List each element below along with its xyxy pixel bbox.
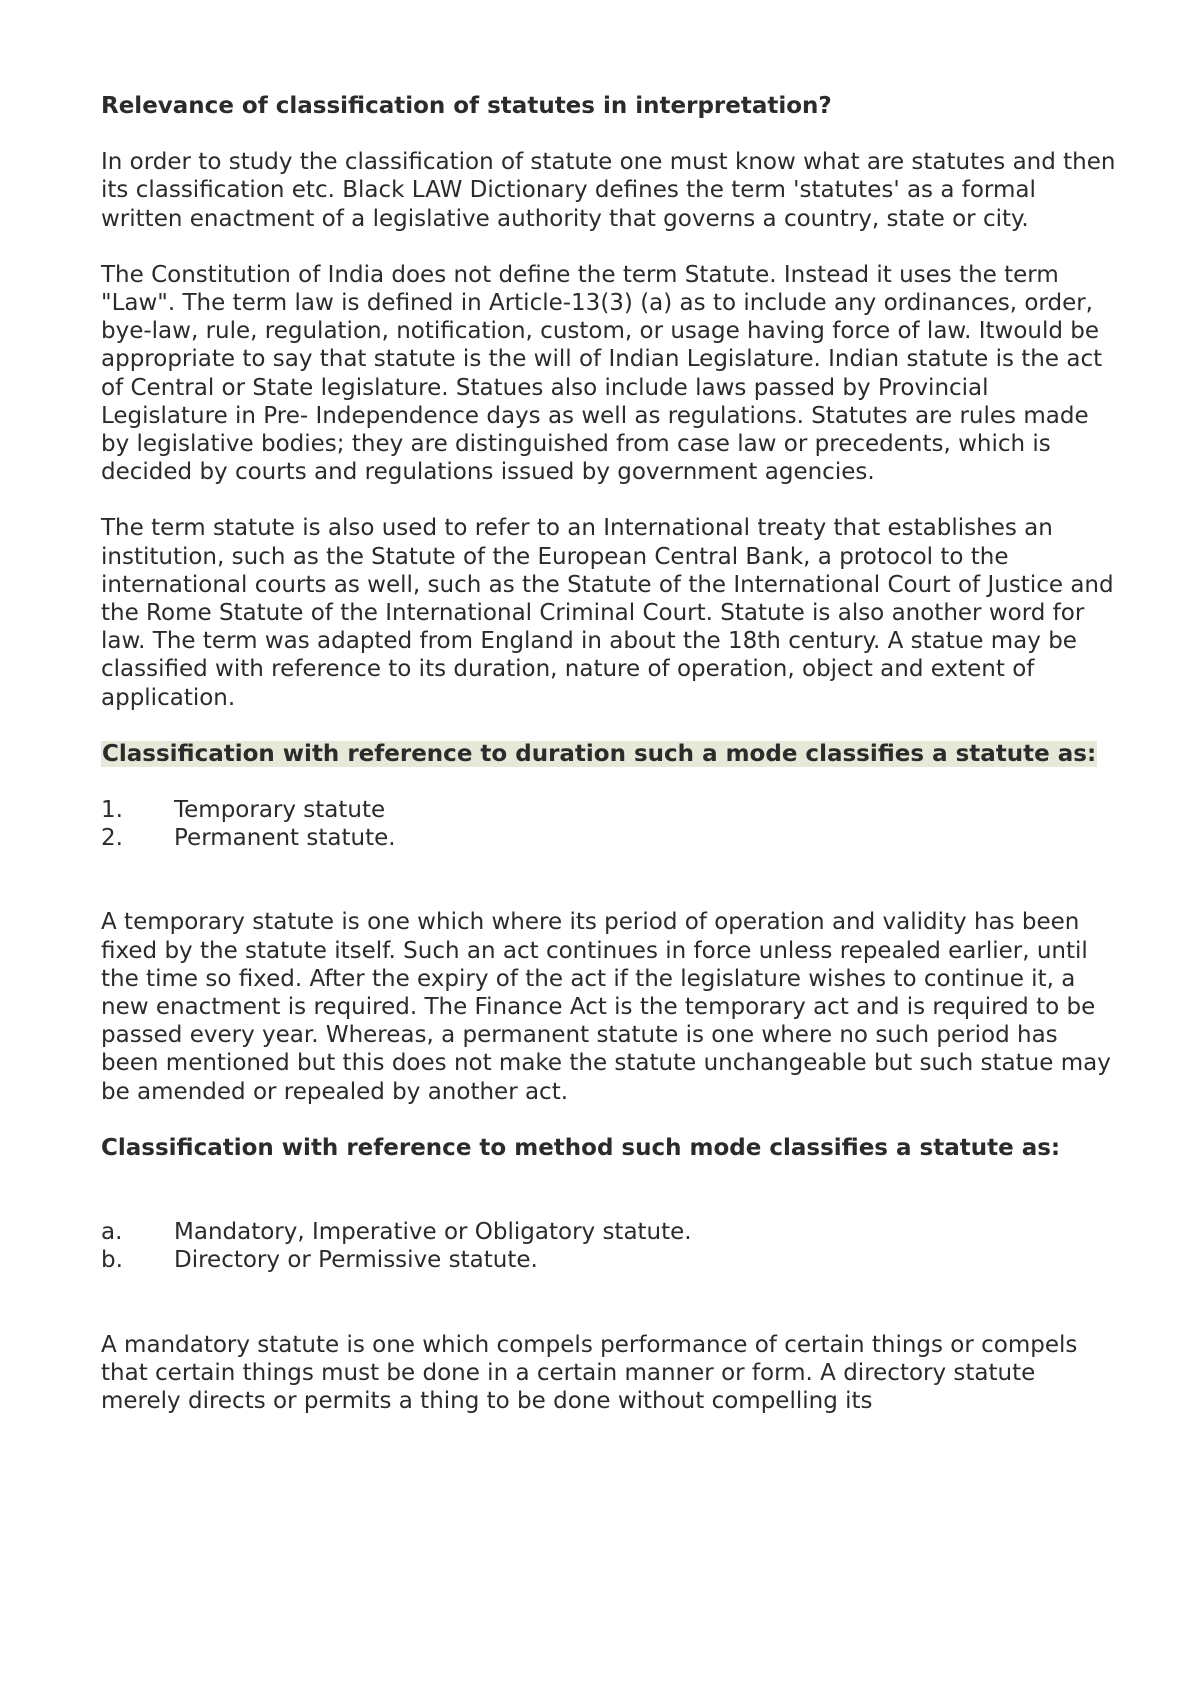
list-item [101, 1218, 1121, 1246]
list-item-text: Temporary statute [174, 797, 386, 824]
document-title: Relevance of classification of statutes in interpretation? [101, 93, 832, 119]
paragraph-temporary-statute: A temporary statute is one which where its period of operation and validity has been fixed by the statute itself. Such an act continues in force unless repealed earlier, until the time so fixed. After the expiry of the act if the legislature wishes to continue it, a new enactment is required. The Finance Act is the temporary act and is required to be passed every year. Whereas, a permanent statute is one where no such period has been mentioned but this does not make the statute unchangeable but such statue may be amended or repealed by another act. [101, 909, 1111, 1105]
paragraph-mandatory-statute: A mandatory statute is one which compels performance of certain things or compels that certain things must be done in a certain manner or form. A directory statute merely directs or permits a thing to be done without compelling its [101, 1331, 1078, 1414]
list-item [101, 796, 1121, 824]
section-heading-duration [101, 740, 1121, 768]
list-item-text: Directory or Permissive statute. [174, 1247, 538, 1274]
list-item [101, 824, 1121, 852]
list-item-text: Mandatory, Imperative or Obligatory statute. [174, 1219, 692, 1246]
document-page [101, 92, 1121, 1415]
highlighted-heading-text: Classification with reference to duration such a mode classifies a statute as: [102, 740, 1097, 767]
section-heading-method: Classification with reference to method such mode classifies a statute as: [101, 1134, 1061, 1161]
method-list [101, 1218, 1121, 1274]
list-marker: a. [101, 1219, 123, 1246]
paragraph-statute-definition: In order to study the classification of statute one must know what are statutes and then its classification etc. Black LAW Dictionary defines the term 'statutes' as a formal written enactment of a legislative authority that governs a country, state or city. [101, 149, 1116, 232]
duration-list [101, 796, 1121, 852]
list-item-text: Permanent statute. [174, 825, 396, 852]
paragraph-constitution: The Constitution of India does not define the term Statute. Instead it uses the term "Law". The term law is defined in Article-13(3) (a) as to include any ordinances, order, bye-law, rule, regulation, notification, custom, or usage having force of law. Itwould be appropriate to say that statute is the will of Indian Legislature. Indian statute is the act of Central or State legislature. Statues also include laws passed by Provincial Legislature in Pre- Independence days as well as regulations. Statutes are rules made by legislative bodies; they are distinguished from case law or precedents, which is decided by courts and regulations issued by government agencies. [101, 261, 1103, 486]
list-marker: b. [101, 1247, 123, 1274]
paragraph-international-treaty: The term statute is also used to refer to an International treaty that establishes an institution, such as the Statute of the European Central Bank, a protocol to the international courts as well, such as the Statute of the International Court of Justice and the Rome Statute of the International Criminal Court. Statute is also another word for law. The term was adapted from England in about the 18th century. A statue may be classified with reference to its duration, nature of operation, object and extent of application. [101, 515, 1114, 711]
list-item [101, 1246, 1121, 1274]
list-marker: 2. [101, 825, 123, 852]
list-marker: 1. [101, 797, 123, 824]
